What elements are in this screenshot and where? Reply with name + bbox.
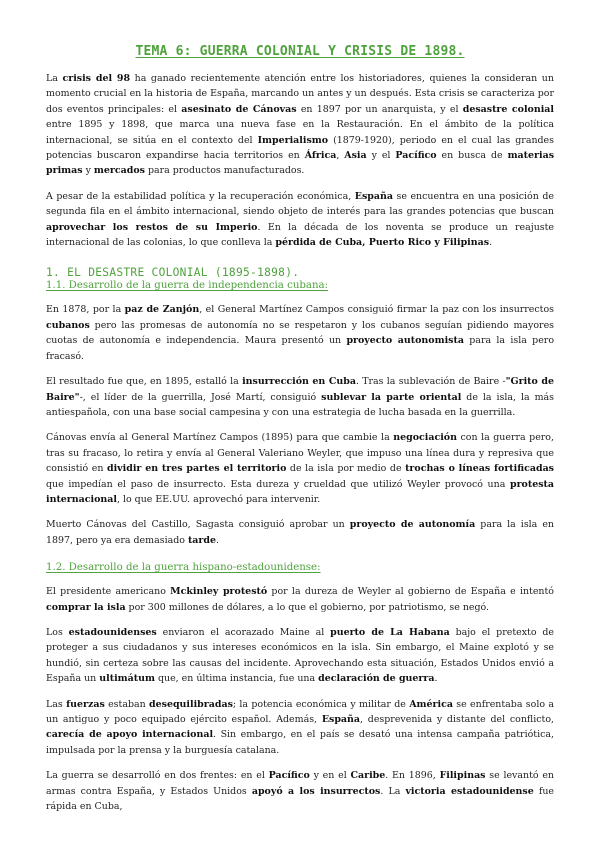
- bold-text: cubanos: [46, 319, 90, 331]
- bold-text: África: [304, 150, 337, 162]
- body-paragraph: El resultado fue que, en 1895, estalló la insurrección en Cuba. Tras la sublevación de Baire -"Grito de Baire"-, el líder de la guerrilla, José Martí, consiguió sublevar la parte oriental de la isla, la más antiespañola, con una base social campesina y con una estrategia de lucha basada en la guerrilla.: [46, 376, 554, 418]
- bold-text: estadounidenses: [68, 626, 157, 638]
- subsection-heading: 1.1. Desarrollo de la guerra de independencia cubana:: [46, 280, 329, 292]
- body-paragraph: Las fuerzas estaban desequilibradas; la potencia económica y militar de América se enfrentaba solo a un antiguo y poco equipado ejército español. Además, España, desprevenida y distante del conflicto, carecía de apoyo internacional. Sin embargo, en el país se desató una intensa campaña patriótica, impulsada por la prensa y la burguesía catalana.: [46, 698, 554, 756]
- bold-text: asesinato de Cánovas: [181, 103, 297, 115]
- bold-text: Caribe: [350, 770, 386, 782]
- body-paragraph: El presidente americano Mckinley protestó por la dureza de Weyler al gobierno de España e intentó comprar la isla por 300 millones de dólares, a lo que el gobierno, por patriotismo, se negó.: [46, 586, 554, 613]
- bold-text: proyecto de autonomía: [349, 519, 476, 531]
- intro-paragraph: La crisis del 98 ha ganado recientemente atención entre los historiadores, quienes la consideran un momento crucial en la historia de España, marcando un antes y un después. Esta crisis se caracteriza por dos eventos principales: el asesinato de Cánovas en 1897 por un anarquista, y el desastre colonial entre 1895 y 1898, que marca una nueva fase en la Restauración. En el ámbito de la política internacional, se sitúa en el contexto del Imperialismo (1879-1920), periodo en el cual las grandes potencias buscaron expandirse hacia territorios en África, Asia y el Pacífico en busca de materias primas y mercados para productos manufacturados.: [46, 73, 555, 177]
- subsection-heading: 1.2. Desarrollo de la guerra hispano-estadounidense:: [46, 562, 321, 574]
- bold-text: pérdida de Cuba, Puerto Rico y Filipinas: [275, 237, 490, 249]
- bold-text: Asia: [344, 150, 367, 162]
- bold-text: aprovechar los restos de su Imperio: [46, 221, 258, 233]
- body-paragraph: Cánovas envía al General Martínez Campos (1895) para que cambie la negociación con la guerra pero, tras su fracaso, lo retira y envía al General Valeriano Weyler, que impuso una línea dura y represiva que consistió en dividir en tres partes el territorio de la isla por medio de trochas o líneas fortificadas que impedían el paso de insurrecto. Esta dureza y crueldad que utilizó Weyler provocó una protesta internacional, lo que EE.UU. aprovechó para intervenir.: [46, 432, 554, 505]
- bold-text: dividir en tres partes el territorio: [106, 463, 287, 475]
- bold-text: España: [321, 714, 361, 725]
- bold-text: tarde: [187, 534, 216, 546]
- bold-text: puerto de La Habana: [330, 626, 450, 638]
- body-paragraph: Los estadounidenses enviaron el acorazado Maine al puerto de La Habana bajo el pretexto de proteger a sus ciudadanos y sus intereses económicos en la isla. Sin embargo, el Maine explotó y se hundió, sin certeza sobre las causas del incidente. Aprovechando esta situación, Estados Unidos envió a España un ultimátum que, en última instancia, fue una declaración de guerra.: [46, 626, 554, 685]
- bold-text: Imperialismo: [257, 134, 329, 146]
- bold-text: insurrección en Cuba: [242, 376, 356, 388]
- bold-text: comprar la isla: [46, 601, 126, 613]
- bold-text: sublevar la parte oriental: [321, 391, 462, 403]
- bold-text: carecía de apoyo internacional: [46, 729, 214, 741]
- bold-text: declaración de guerra: [318, 673, 435, 685]
- bold-text: paz de Zanjón: [124, 304, 200, 316]
- bold-text: trochas o líneas fortificadas: [405, 463, 554, 475]
- body-paragraph: La guerra se desarrolló en dos frentes: en el Pacífico y en el Caribe. En 1896, Filipinas se levantó en armas contra España, y Estados Unidos apoyó a los insurrectos. La victoria estadounidense fue rápida en Cuba,: [46, 770, 554, 813]
- bold-text: materias primas: [46, 150, 555, 177]
- bold-text: proyecto autonomista: [346, 335, 464, 347]
- page-title: TEMA 6: GUERRA COLONIAL Y CRISIS DE 1898.: [135, 44, 465, 59]
- bold-text: victoria estadounidense: [405, 785, 534, 797]
- bold-text: ultimátum: [99, 673, 155, 685]
- body-paragraph: En 1878, por la paz de Zanjón, el General Martínez Campos consiguió firmar la paz con los insurrectos cubanos pero las promesas de autonomía no se respetaron y los cubanos seguían pidiendo mayores cuotas de autonomía e independencia. Maura presentó un proyecto autonomista para la isla pero fracasó.: [46, 304, 554, 362]
- bold-text: desastre colonial: [462, 103, 554, 115]
- bold-text: desequilibradas: [149, 698, 233, 710]
- body-paragraph: Muerto Cánovas del Castillo, Sagasta consiguió aprobar un proyecto de autonomía para la isla en 1897, pero ya era demasiado tarde.: [46, 519, 554, 546]
- bold-text: América: [409, 698, 453, 710]
- bold-text: mercados: [93, 165, 145, 177]
- section-heading: 1. EL DESASTRE COLONIAL (1895-1898).: [46, 266, 300, 280]
- bold-text: Pacífico: [395, 150, 437, 162]
- bold-text: Mckinley protestó: [170, 586, 268, 598]
- bold-text: "Grito de Baire": [46, 376, 554, 403]
- bold-text: España: [354, 190, 393, 202]
- intro-paragraph: A pesar de la estabilidad política y la recuperación económica, España se encuentra en una posición de segunda fila en el ámbito internacional, siendo objeto de interés para las grandes potencias que buscan aprovechar los restos de su Imperio. En la década de los noventa se produce un reajuste internacional de las colonias, lo que conlleva la pérdida de Cuba, Puerto Rico y Filipinas.: [46, 190, 554, 249]
- bold-text: Pacífico: [268, 770, 310, 782]
- bold-text: Filipinas: [439, 770, 486, 782]
- bold-text: crisis del 98: [62, 73, 131, 84]
- bold-text: negociación: [393, 432, 457, 444]
- bold-text: protesta internacional: [46, 478, 554, 505]
- bold-text: fuerzas: [66, 698, 105, 710]
- bold-text: apoyó a los insurrectos: [251, 785, 381, 797]
